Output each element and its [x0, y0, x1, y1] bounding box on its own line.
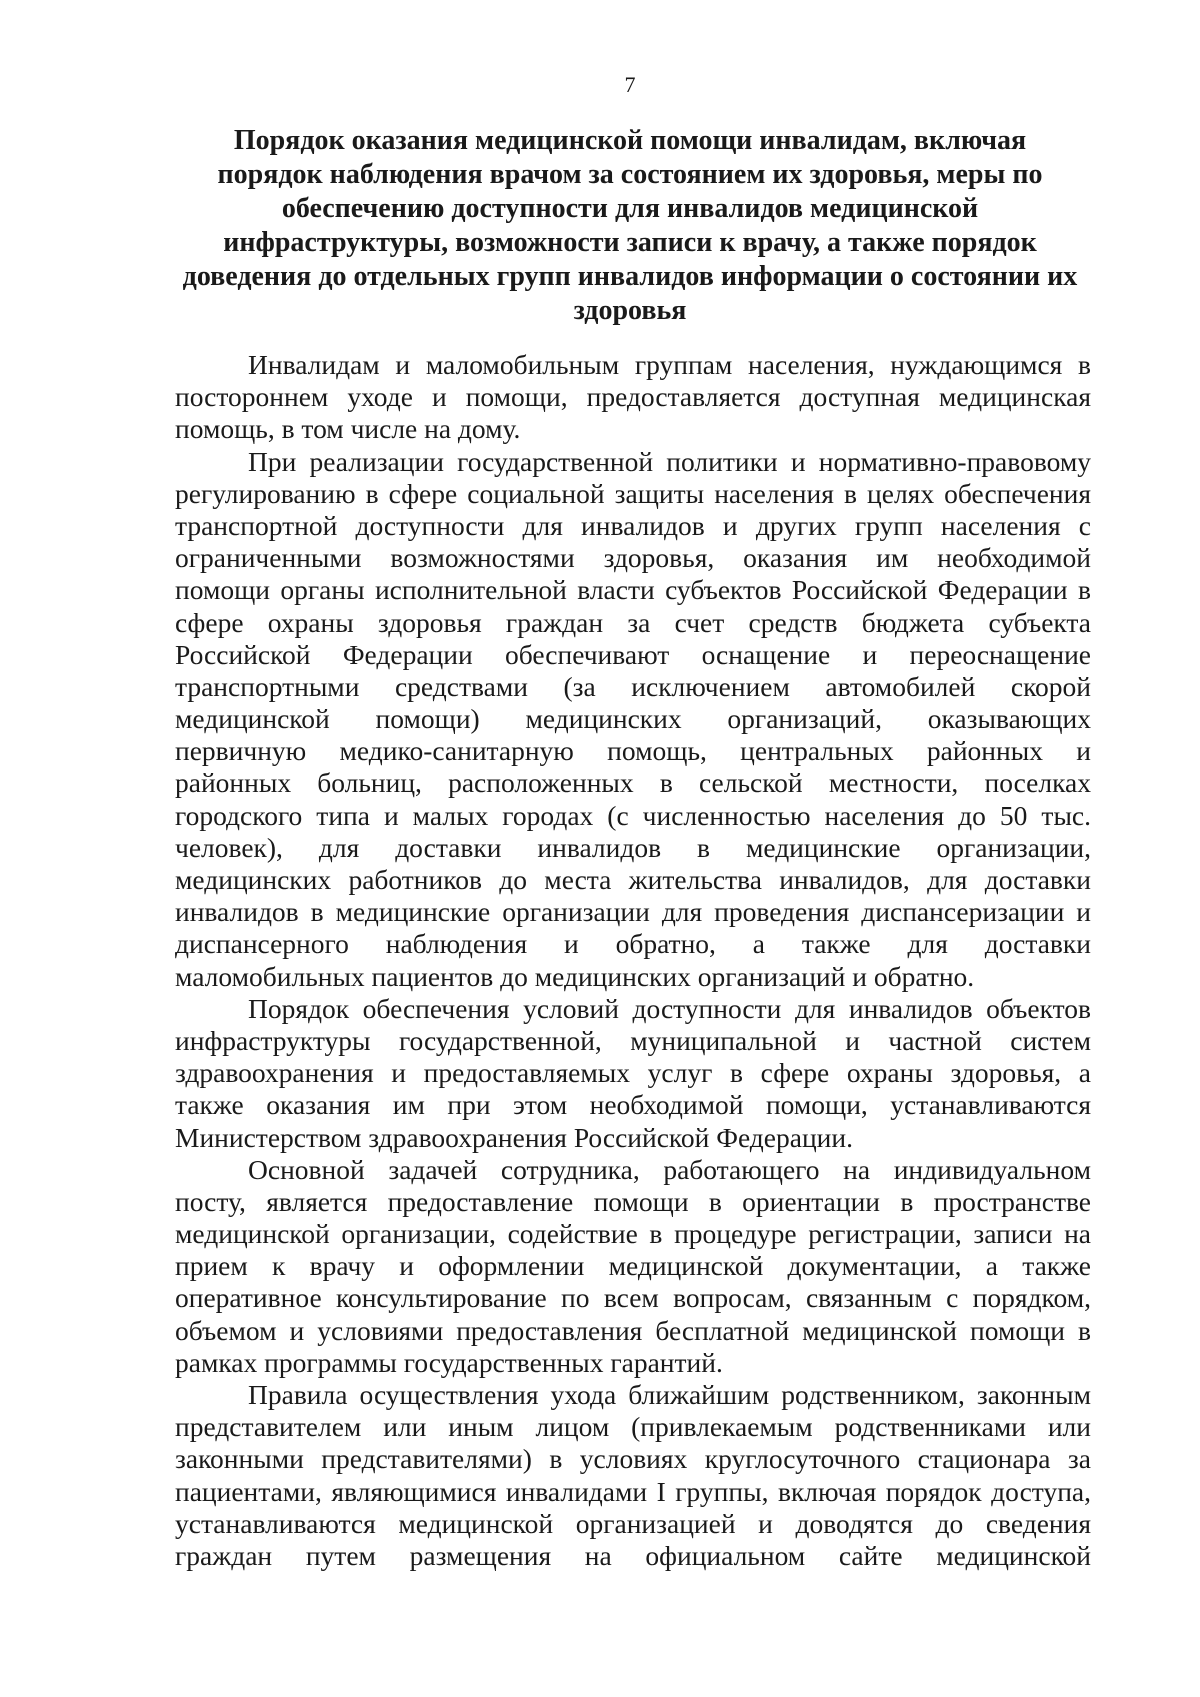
text-line: транспортными средствами (за исключением автомобилей скорой — [175, 670, 1091, 702]
text-line: Правила осуществления ухода ближайшим родственником, законным — [248, 1379, 1091, 1410]
text-line: Основной задачей сотрудника, работающего на индивидуальном — [248, 1153, 1091, 1185]
text-line: инфраструктуры государственной, муниципальной и частной систем — [175, 1024, 1091, 1056]
heading-line: обеспечению доступности для инвалидов медицинской — [281, 193, 979, 224]
paragraph — [175, 1154, 1091, 1379]
text-line: При реализации государственной политики и нормативно-правовому — [248, 445, 1091, 477]
text-line: Инвалидам и маломобильным группам населения, нуждающимся в — [248, 349, 1091, 380]
text-line: человек), для доставки инвалидов в медицинские организации, — [175, 831, 1091, 863]
text-line: оперативное консультирование по всем вопросам, связанным с порядком, — [175, 1282, 1091, 1314]
text-line: объемом и условиями предоставления бесплатной медицинской помощи в — [175, 1314, 1091, 1346]
paragraph — [175, 446, 1091, 993]
text-line: маломобильных пациентов до медицинских организаций и обратно. — [175, 960, 975, 992]
text-line: рамках программы государственных гарантий. — [175, 1346, 723, 1378]
text-line: первичную медико-санитарную помощь, центральных районных и — [175, 735, 1091, 767]
text-line: здравоохранения и предоставляемых услуг в сфере охраны здоровья, а — [175, 1057, 1091, 1089]
text-line: прием к врачу и оформлении медицинской документации, а также — [175, 1250, 1091, 1282]
heading-line: порядок наблюдения врачом за состоянием их здоровья, меры по — [217, 159, 1043, 190]
text-line: устанавливаются медицинской организацией и доводятся до сведения — [175, 1507, 1091, 1539]
text-line: транспортной доступности для инвалидов и других групп населения с — [175, 509, 1091, 541]
text-line: регулированию в сфере социальной защиты населения в целях обеспечения — [175, 477, 1091, 509]
heading-line: здоровья — [573, 295, 687, 326]
text-line: медицинских работников до места жительства инвалидов, для доставки — [175, 864, 1091, 895]
text-line: посту, является предоставление помощи в ориентации в пространстве — [175, 1185, 1091, 1217]
text-line: постороннем уходе и помощи, предоставляется доступная медицинская — [175, 381, 1091, 413]
text-line: медицинской организации, содействие в процедуре регистрации, записи на — [175, 1218, 1091, 1250]
text-line: ограниченными возможностями здоровья, оказания им необходимой — [175, 542, 1091, 574]
text-line: представителем или иным лицом (привлекаемым родственниками или — [175, 1411, 1091, 1443]
section-heading — [168, 124, 1092, 328]
text-line: медицинской помощи) медицинских организаций, оказывающих — [175, 703, 1091, 735]
text-line: инвалидов в медицинские организации для проведения диспансеризации и — [175, 896, 1091, 928]
page-number: 7 — [624, 72, 636, 97]
text-line: помощи органы исполнительной власти субъектов Российской Федерации в — [175, 574, 1091, 606]
heading-line: Порядок оказания медицинской помощи инвалидам, включая — [233, 125, 1027, 156]
text-line: Министерством здравоохранения Российской Федерации. — [175, 1121, 853, 1153]
text-line: законными представителями) в условиях круглосуточного стационара за — [175, 1443, 1091, 1475]
heading-line: инфраструктуры, возможности записи к врачу, а также порядок — [223, 227, 1037, 258]
text-line: сфере охраны здоровья граждан за счет средств бюджета субъекта — [175, 606, 1091, 638]
body-text — [175, 349, 1091, 1572]
text-line: Российской Федерации обеспечивают оснащение и переоснащение — [175, 638, 1091, 670]
paragraph — [175, 349, 1091, 446]
paragraph — [175, 993, 1091, 1154]
text-line: также оказания им при этом необходимой помощи, устанавливаются — [175, 1089, 1091, 1121]
heading-line: доведения до отдельных групп инвалидов информации о состоянии их — [182, 261, 1078, 292]
text-line: городского типа и малых городах (с численностью населения до 50 тыс. — [175, 799, 1091, 831]
text-line: граждан путем размещения на официальном сайте медицинской — [175, 1539, 1091, 1571]
text-line: Порядок обеспечения условий доступности для инвалидов объектов — [248, 992, 1091, 1024]
text-line: диспансерного наблюдения и обратно, а также для доставки — [175, 928, 1091, 960]
paragraph — [175, 1379, 1091, 1572]
text-line: помощь, в том числе на дому. — [175, 413, 521, 445]
text-line: районных больниц, расположенных в сельской местности, поселках — [175, 767, 1091, 799]
text-line: пациентами, являющимися инвалидами I группы, включая порядок доступа, — [175, 1475, 1091, 1507]
